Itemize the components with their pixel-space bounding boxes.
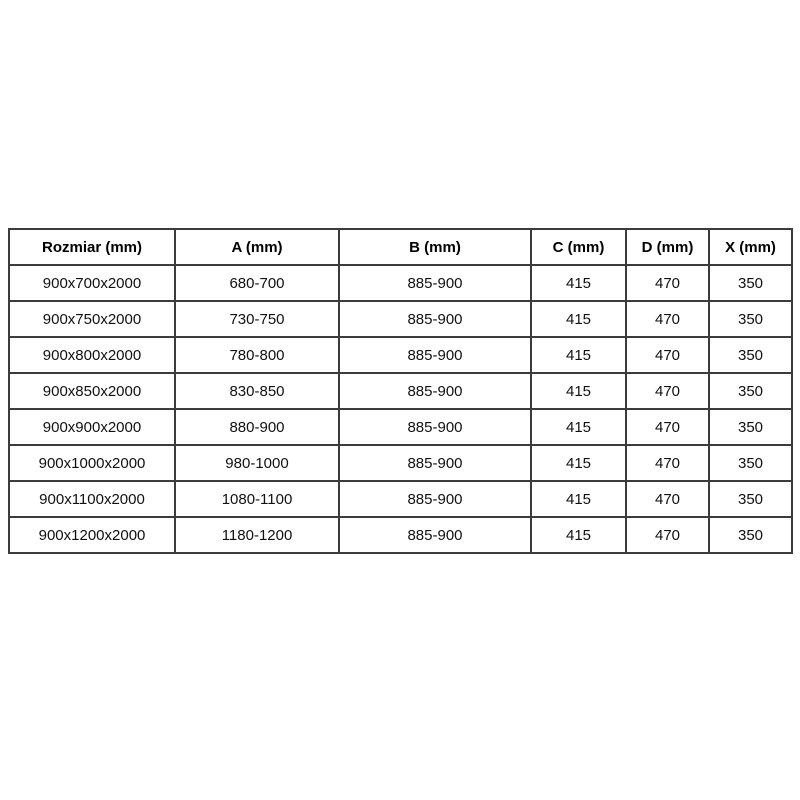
table-cell: 470 xyxy=(626,445,709,481)
table-cell: 415 xyxy=(531,445,626,481)
table-cell: 415 xyxy=(531,337,626,373)
table-cell: 900x1200x2000 xyxy=(9,517,175,553)
table-cell: 680-700 xyxy=(175,265,339,301)
table-header-row xyxy=(9,229,792,265)
table-cell: 885-900 xyxy=(339,337,531,373)
table-cell: 470 xyxy=(626,337,709,373)
table-cell: 900x800x2000 xyxy=(9,337,175,373)
table-cell: 350 xyxy=(709,481,792,517)
table-cell: 470 xyxy=(626,373,709,409)
table-cell: 470 xyxy=(626,301,709,337)
table-cell: 900x900x2000 xyxy=(9,409,175,445)
table-cell: 830-850 xyxy=(175,373,339,409)
table-cell: 1080-1100 xyxy=(175,481,339,517)
column-header: X (mm) xyxy=(709,229,792,265)
table-cell: 350 xyxy=(709,265,792,301)
table-cell: 415 xyxy=(531,517,626,553)
table-row xyxy=(9,445,792,481)
table-cell: 415 xyxy=(531,265,626,301)
table-row xyxy=(9,409,792,445)
table-cell: 900x750x2000 xyxy=(9,301,175,337)
table-cell: 470 xyxy=(626,409,709,445)
column-header: D (mm) xyxy=(626,229,709,265)
table-row xyxy=(9,301,792,337)
table-cell: 350 xyxy=(709,301,792,337)
table-cell: 980-1000 xyxy=(175,445,339,481)
table-row xyxy=(9,481,792,517)
table-body xyxy=(9,265,792,553)
table-cell: 900x1100x2000 xyxy=(9,481,175,517)
table-cell: 470 xyxy=(626,517,709,553)
table-cell: 885-900 xyxy=(339,481,531,517)
table-cell: 415 xyxy=(531,301,626,337)
table-cell: 730-750 xyxy=(175,301,339,337)
table-row xyxy=(9,337,792,373)
table-row xyxy=(9,517,792,553)
table-cell: 885-900 xyxy=(339,373,531,409)
table-cell: 900x700x2000 xyxy=(9,265,175,301)
table-cell: 350 xyxy=(709,373,792,409)
table-cell: 900x850x2000 xyxy=(9,373,175,409)
table-cell: 900x1000x2000 xyxy=(9,445,175,481)
column-header: B (mm) xyxy=(339,229,531,265)
table-cell: 470 xyxy=(626,265,709,301)
table-cell: 780-800 xyxy=(175,337,339,373)
dimension-spec-table xyxy=(8,228,793,554)
table-cell: 415 xyxy=(531,373,626,409)
table-row xyxy=(9,373,792,409)
table-cell: 350 xyxy=(709,409,792,445)
table-cell: 350 xyxy=(709,337,792,373)
table-cell: 885-900 xyxy=(339,445,531,481)
table-cell: 885-900 xyxy=(339,301,531,337)
column-header: Rozmiar (mm) xyxy=(9,229,175,265)
table-cell: 415 xyxy=(531,481,626,517)
table-cell: 880-900 xyxy=(175,409,339,445)
table-row xyxy=(9,265,792,301)
table-cell: 885-900 xyxy=(339,409,531,445)
table-cell: 470 xyxy=(626,481,709,517)
table-cell: 350 xyxy=(709,445,792,481)
table-cell: 350 xyxy=(709,517,792,553)
table-cell: 1180-1200 xyxy=(175,517,339,553)
column-header: A (mm) xyxy=(175,229,339,265)
table-cell: 885-900 xyxy=(339,265,531,301)
table-cell: 885-900 xyxy=(339,517,531,553)
table-cell: 415 xyxy=(531,409,626,445)
column-header: C (mm) xyxy=(531,229,626,265)
